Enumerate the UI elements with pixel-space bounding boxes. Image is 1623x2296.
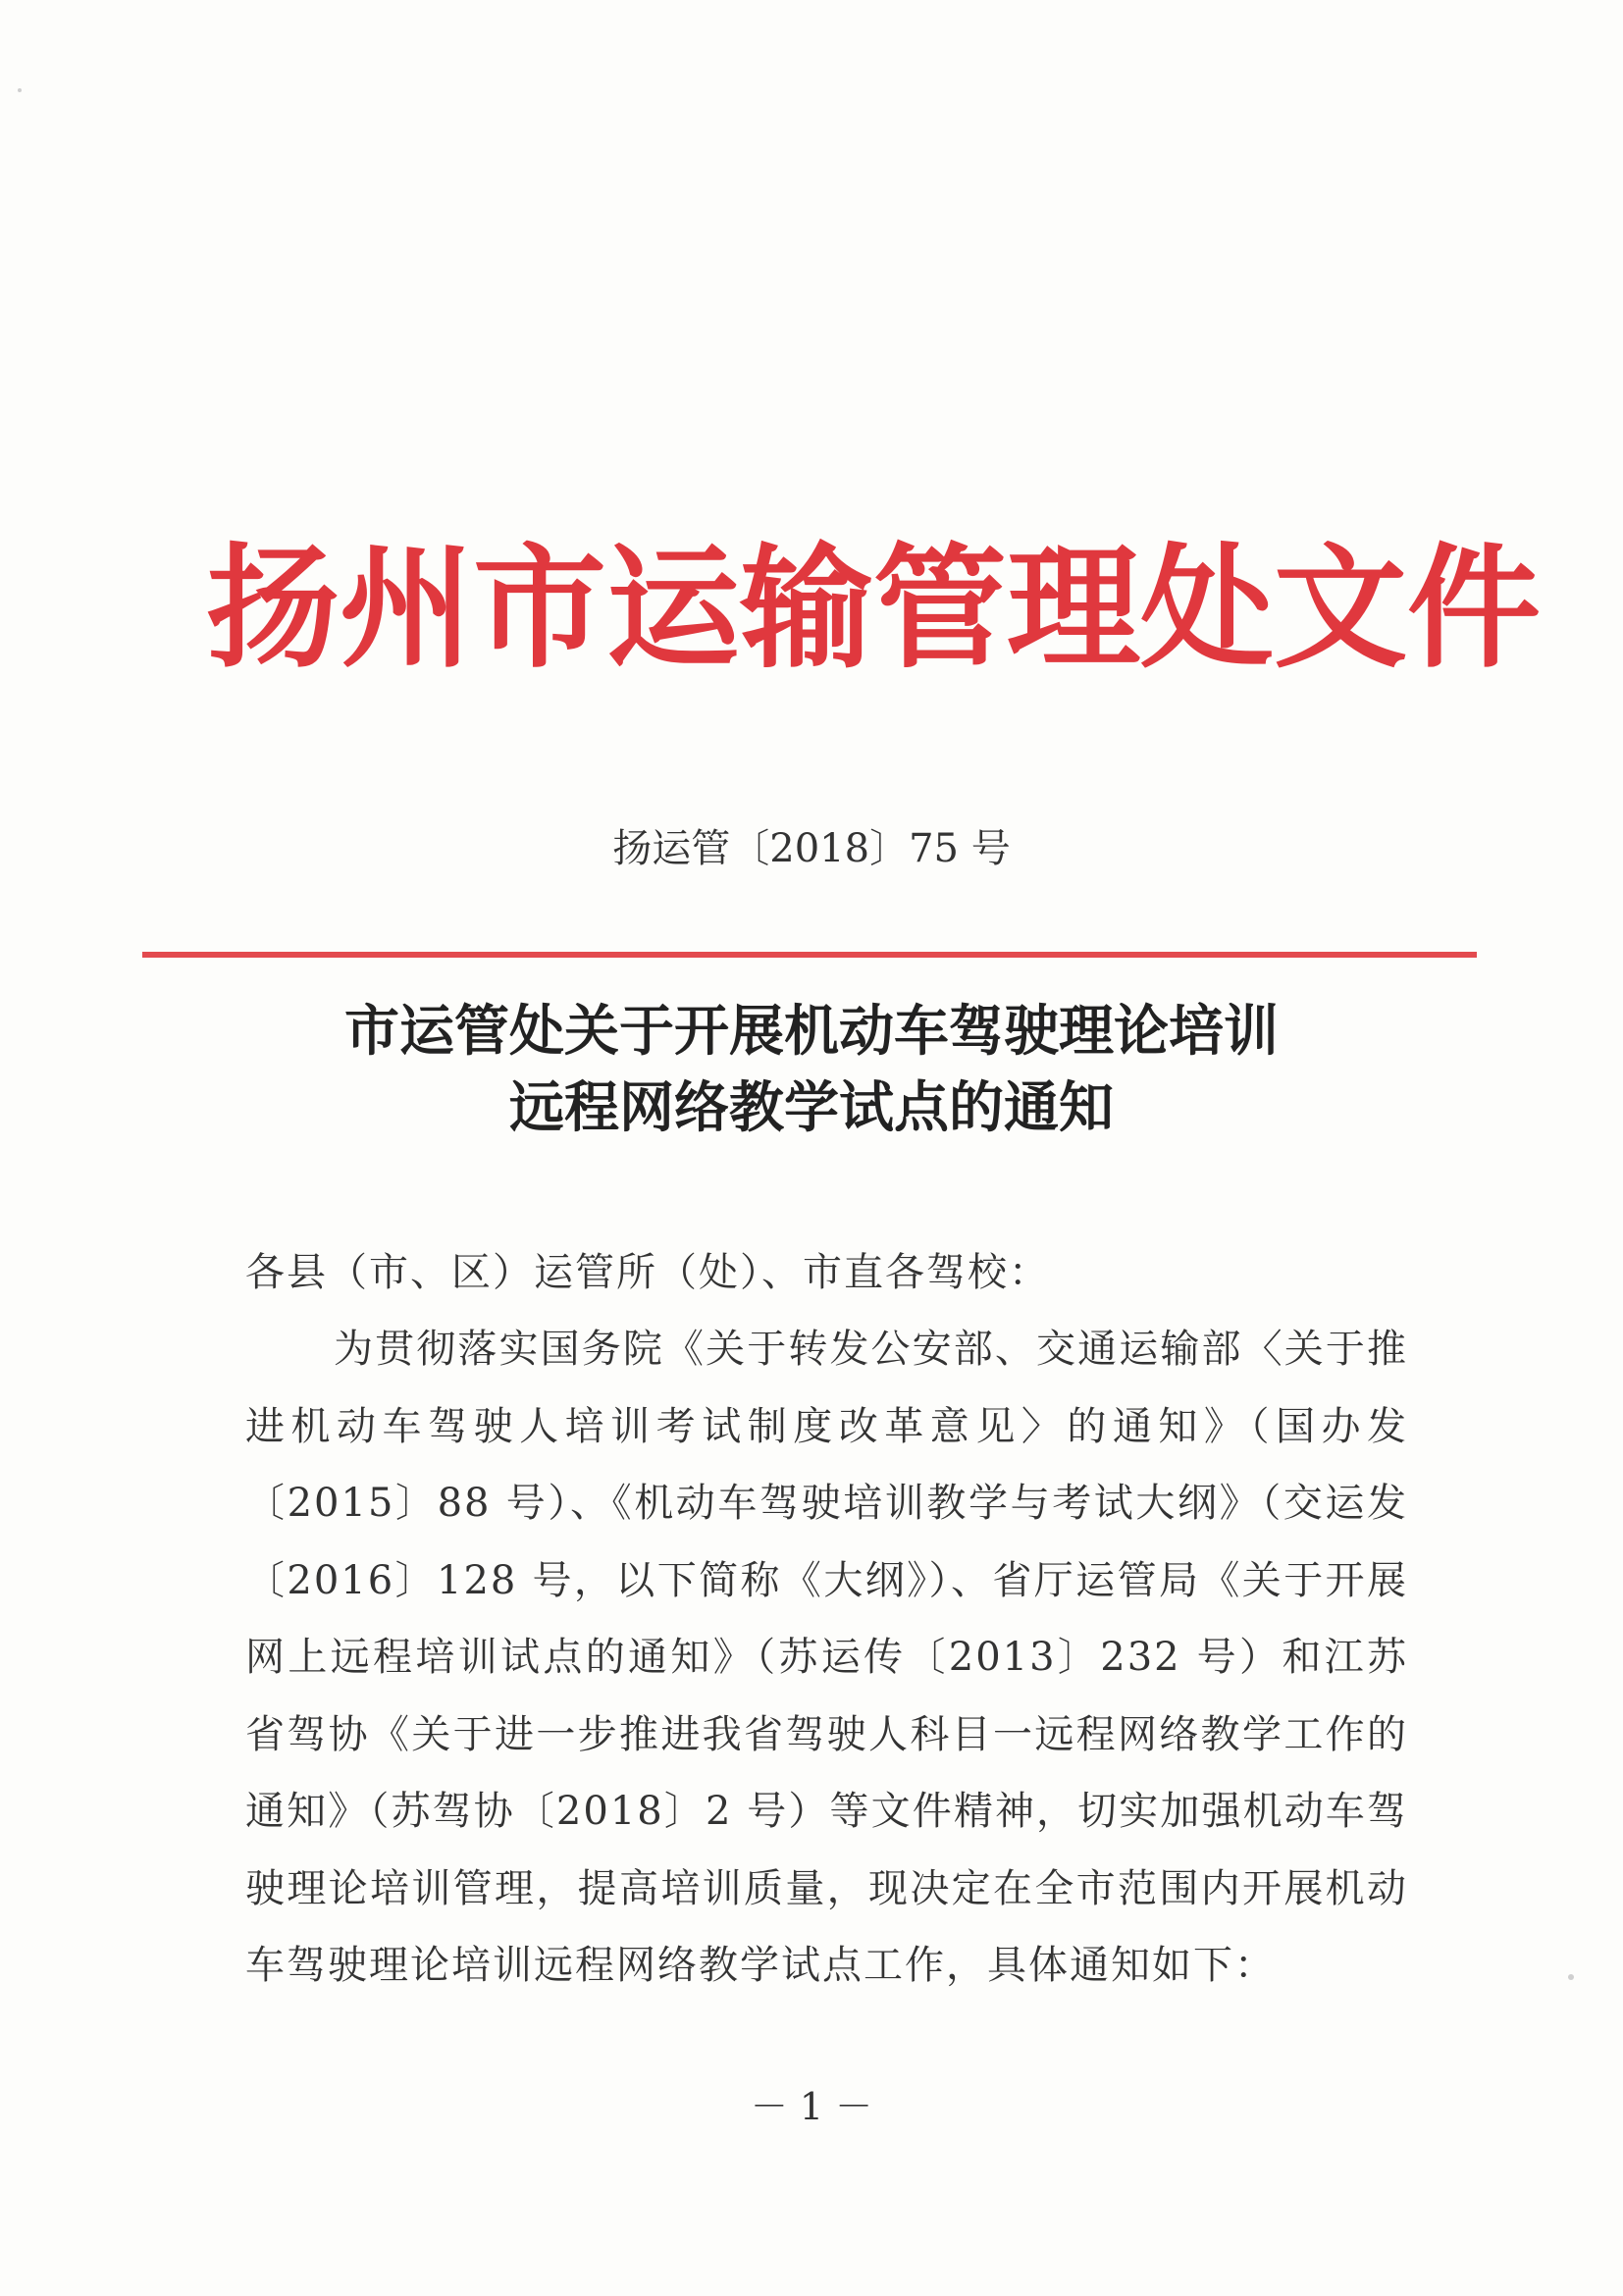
notice-body (245, 1234, 1408, 2005)
red-separator-line (142, 952, 1477, 958)
scan-speck (1568, 1974, 1574, 1980)
masthead-title: 扬州市运输管理处文件 (206, 530, 1541, 687)
notice-title-line-1: 市运管处关于开展机动车驾驶理论培训 (344, 999, 1279, 1064)
notice-title (0, 993, 1623, 1146)
page-number: － 1 － (750, 2085, 873, 2128)
scan-speck (18, 88, 22, 92)
salutation: 各县（市、区）运管所（处）、市直各驾校： (245, 1250, 1050, 1295)
body-paragraph: 为贯彻落实国务院《关于转发公安部、交通运输部〈关于推进机动车驾驶人培训考试制度改革意见〉的通知》（国办发〔2015〕88 号）、《机动车驾驶培训教学与考试大纲》（交运发〔2016〕128 号，以下简称《大纲》）、省厅运管局《关于开展网上远程培训试点的通知》（苏运传〔2013〕232 号）和江苏省驾协《关于进一步推进我省驾驶人科目一远程网络教学工作的通知》（苏驾协〔2018〕2 号）等文件精神，切实加强机动车驾驶理论培训管理，提高培训质量，现决定在全市范围内开展机动车驾驶理论培训远程网络教学试点工作，具体通知如下： (245, 1327, 1408, 1988)
document-number: 扬运管〔2018〕75 号 (612, 826, 1011, 871)
notice-title-line-2: 远程网络教学试点的通知 (509, 1075, 1114, 1140)
